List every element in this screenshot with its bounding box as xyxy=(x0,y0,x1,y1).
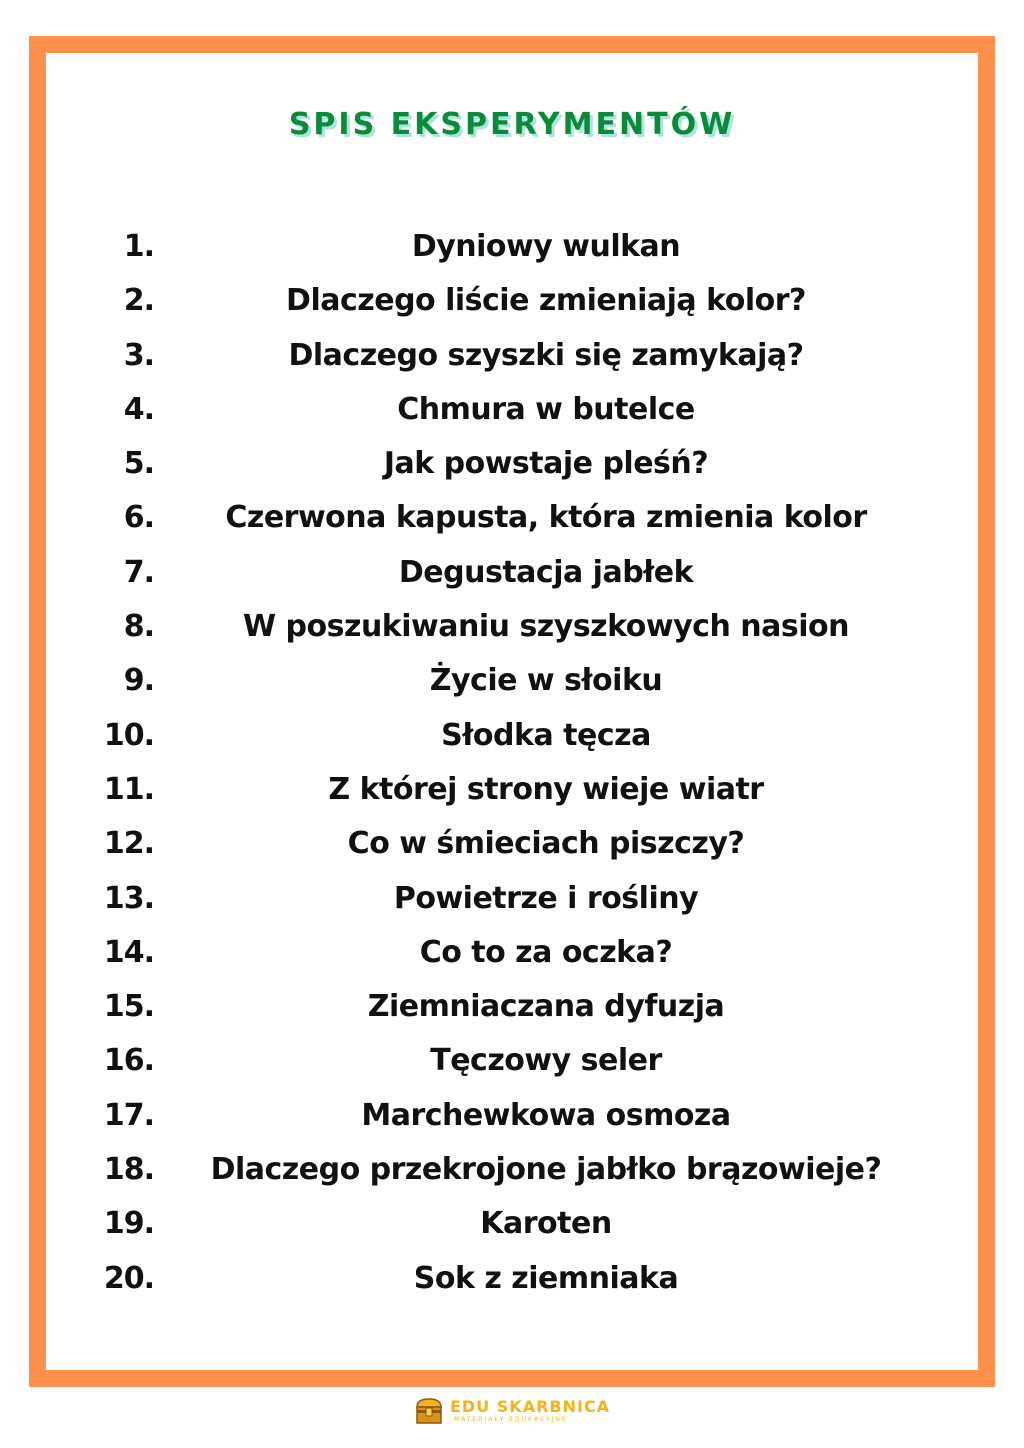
experiment-label: Słodka tęcza xyxy=(441,717,651,753)
experiment-item xyxy=(0,980,1024,1034)
experiment-item xyxy=(0,274,1024,328)
experiment-item xyxy=(0,1197,1024,1251)
experiment-number: 12. xyxy=(103,826,154,862)
experiment-label: Chmura w butelce xyxy=(397,391,695,427)
experiment-item xyxy=(0,383,1024,437)
experiment-label: Dyniowy wulkan xyxy=(411,229,681,264)
treasure-chest-icon xyxy=(414,1397,444,1425)
experiment-item xyxy=(0,763,1024,817)
experiment-label: Degustacja jabłek xyxy=(398,554,694,590)
experiment-label: Czerwona kapusta, która zmienia kolor xyxy=(225,500,867,536)
experiment-number: 14. xyxy=(103,934,154,970)
experiment-label: Życie w słoiku xyxy=(429,663,663,699)
experiment-number: 8. xyxy=(123,609,154,645)
experiment-label: Sok z ziemniaka xyxy=(413,1260,679,1296)
brand-tagline: MATERIAŁY EDUKACYJNE xyxy=(454,1416,568,1423)
experiment-item xyxy=(0,872,1024,926)
experiment-number: 6. xyxy=(123,500,154,536)
experiment-number: 3. xyxy=(123,337,154,373)
experiment-item xyxy=(0,1143,1024,1197)
experiment-item xyxy=(0,1034,1024,1088)
experiment-number: 5. xyxy=(123,446,154,482)
experiment-label: Karoten xyxy=(480,1206,612,1242)
experiment-label: Dlaczego przekrojone jabłko brązowieje? xyxy=(210,1152,882,1188)
experiment-label: W poszukiwaniu szyszkowych nasion xyxy=(243,609,849,645)
experiment-number: 7. xyxy=(123,554,154,590)
experiment-label: Z której strony wieje wiatr xyxy=(328,771,764,807)
experiment-number: 2. xyxy=(123,283,154,319)
experiment-item xyxy=(0,926,1024,980)
experiment-number: 18. xyxy=(103,1152,154,1188)
experiment-number: 9. xyxy=(123,663,154,699)
experiment-label: Ziemniaczana dyfuzja xyxy=(367,989,725,1025)
experiment-item xyxy=(0,491,1024,545)
experiment-item xyxy=(0,546,1024,600)
experiment-label: Dlaczego szyszki się zamykają? xyxy=(288,337,804,373)
experiment-item xyxy=(0,1252,1024,1306)
experiment-number: 13. xyxy=(103,880,154,916)
experiment-item xyxy=(0,600,1024,654)
experiment-label: Dlaczego liście zmieniają kolor? xyxy=(286,283,806,319)
experiment-number: 19. xyxy=(103,1206,154,1242)
experiment-list xyxy=(0,220,1024,1306)
experiment-number: 4. xyxy=(123,391,154,427)
experiment-number: 16. xyxy=(103,1043,154,1079)
page-title: SPIS EKSPERYMENTÓW xyxy=(288,107,736,142)
experiment-label: Marchewkowa osmoza xyxy=(361,1097,731,1133)
brand-name: EDU SKARBNICA xyxy=(450,1397,611,1416)
experiment-number: 17. xyxy=(103,1097,154,1133)
experiment-item xyxy=(0,709,1024,763)
experiment-number: 20. xyxy=(103,1260,154,1296)
footer-logo xyxy=(414,1397,614,1427)
experiment-number: 1. xyxy=(123,229,154,264)
experiment-number: 11. xyxy=(103,771,154,807)
experiment-label: Tęczowy seler xyxy=(430,1043,662,1079)
experiment-label: Jak powstaje pleśń? xyxy=(383,446,709,482)
experiment-item xyxy=(0,437,1024,491)
experiment-label: Co w śmieciach piszczy? xyxy=(347,826,745,862)
experiment-label: Powietrze i rośliny xyxy=(393,880,699,916)
experiment-number: 15. xyxy=(103,989,154,1025)
experiment-item xyxy=(0,654,1024,708)
experiment-item xyxy=(0,220,1024,274)
experiment-item xyxy=(0,817,1024,871)
experiment-item xyxy=(0,329,1024,383)
experiment-number: 10. xyxy=(103,717,154,753)
experiment-label: Co to za oczka? xyxy=(419,934,673,970)
experiment-item xyxy=(0,1089,1024,1143)
